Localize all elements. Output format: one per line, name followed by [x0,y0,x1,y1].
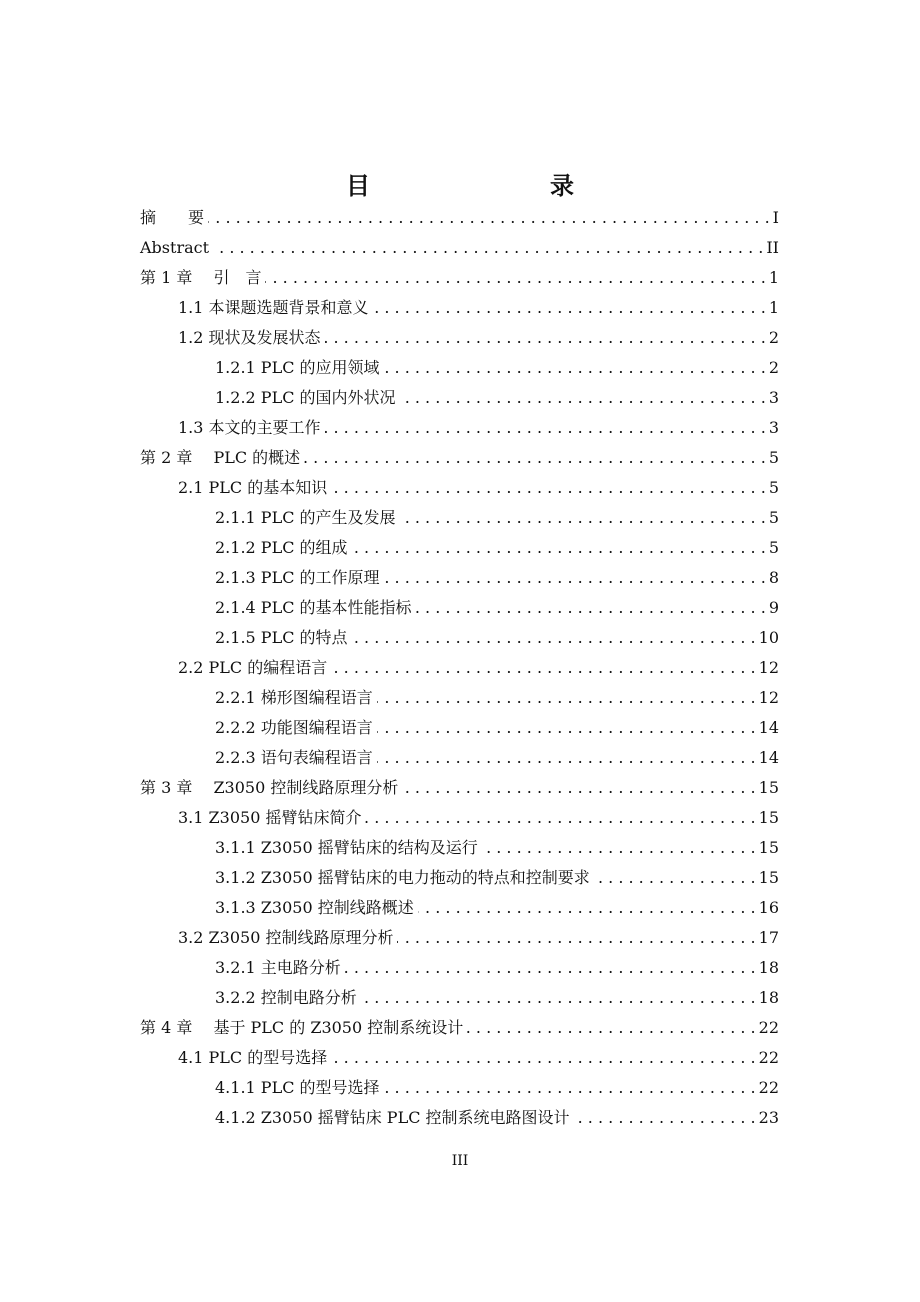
toc-entry-label: 3.2.2 控制电路分析 [215,988,357,1007]
toc-entry[interactable] [140,773,779,803]
toc-entry-page: 18 [758,958,779,977]
toc-entry-page: 22 [758,1048,779,1067]
toc-entry[interactable] [140,383,779,413]
toc-entry-page: 15 [758,838,779,857]
toc-entry[interactable] [140,503,779,533]
toc-entry[interactable] [140,653,779,683]
toc-entry-label: 第 3 章 Z3050 控制线路原理分析 [140,778,399,797]
toc-entry[interactable] [140,443,779,473]
toc-entry[interactable] [140,863,779,893]
toc-entry-page: 15 [758,868,779,887]
toc-entry-label: 2.1.1 PLC 的产生及发展 [215,508,396,527]
toc-entry-label: 摘 要 [140,208,205,227]
toc-entry[interactable] [140,293,779,323]
toc-entry[interactable] [140,743,779,773]
toc-entry-page: 1 [768,268,779,287]
dot-leader [397,923,755,953]
toc-entry[interactable] [140,413,779,443]
dot-leader [402,773,755,803]
toc-entry-page: 15 [758,778,779,797]
toc-entry-page: 5 [768,448,779,467]
toc-entry-page: 15 [758,808,779,827]
toc-entry-label: 3.2 Z3050 控制线路原理分析 [178,928,394,947]
toc-entry[interactable] [140,833,779,863]
toc-entry[interactable] [140,1013,779,1043]
toc-entry-page: I [772,208,779,227]
dot-leader [467,1013,755,1043]
toc-entry-label: 2.1.2 PLC 的组成 [215,538,348,557]
table-of-contents [140,203,779,1133]
toc-entry-label: 4.1 PLC 的型号选择 [178,1048,328,1067]
toc-entry-page: 12 [758,658,779,677]
dot-leader [594,863,756,893]
dot-leader [377,683,756,713]
toc-entry[interactable] [140,803,779,833]
toc-entry-page: 5 [768,508,779,527]
dot-leader [331,653,755,683]
toc-entry-label: 3.1.3 Z3050 控制线路概述 [215,898,414,917]
toc-entry[interactable] [140,953,779,983]
toc-entry[interactable] [140,533,779,563]
toc-entry[interactable] [140,623,779,653]
toc-entry[interactable] [140,923,779,953]
toc-entry-label: Abstract [140,238,210,257]
toc-entry[interactable] [140,263,779,293]
dot-leader [208,203,770,233]
dot-leader [325,323,766,353]
toc-entry-label: 2.2.1 梯形图编程语言 [215,688,373,707]
dot-leader [384,353,766,383]
dot-leader [400,503,766,533]
toc-entry[interactable] [140,563,779,593]
toc-entry[interactable] [140,1103,779,1133]
toc-entry-label: 2.2.2 功能图编程语言 [215,718,373,737]
dot-leader [352,533,766,563]
toc-entry-page: 3 [768,388,779,407]
dot-leader [373,293,766,323]
toc-entry-page: 14 [758,718,779,737]
toc-entry-label: 1.2 现状及发展状态 [178,328,321,347]
dot-leader [400,383,766,413]
dot-leader [482,833,756,863]
toc-entry-page: 1 [768,298,779,317]
dot-leader [213,233,763,263]
toc-entry[interactable] [140,323,779,353]
toc-entry-page: 22 [758,1078,779,1097]
toc-entry-label: 2.2.3 语句表编程语言 [215,748,373,767]
dot-leader [377,743,756,773]
toc-entry-label: 2.1.5 PLC 的特点 [215,628,348,647]
dot-leader [304,443,766,473]
dot-leader [384,1073,756,1103]
toc-entry-page: 8 [768,568,779,587]
toc-entry-page: II [766,238,779,257]
toc-entry-label: 4.1.2 Z3050 摇臂钻床 PLC 控制系统电路图设计 [215,1108,570,1127]
toc-entry-page: 22 [758,1018,779,1037]
toc-entry-page: 14 [758,748,779,767]
toc-entry[interactable] [140,593,779,623]
toc-entry-label: 第 2 章 PLC 的概述 [140,448,301,467]
toc-entry[interactable] [140,683,779,713]
toc-entry-label: 第 4 章 基于 PLC 的 Z3050 控制系统设计 [140,1018,464,1037]
dot-leader [416,593,766,623]
toc-entry[interactable] [140,203,779,233]
dot-leader [331,473,766,503]
toc-entry-label: 第 1 章 引 言 [140,268,262,287]
toc-entry-page: 16 [758,898,779,917]
toc-entry-page: 5 [768,538,779,557]
toc-entry-page: 23 [758,1108,779,1127]
toc-entry[interactable] [140,983,779,1013]
toc-entry[interactable] [140,233,779,263]
toc-entry-label: 3.1.2 Z3050 摇臂钻床的电力拖动的特点和控制要求 [215,868,590,887]
toc-entry-page: 18 [758,988,779,1007]
toc-entry-page: 2 [768,328,779,347]
dot-leader [365,803,755,833]
dot-leader [325,413,766,443]
toc-entry[interactable] [140,353,779,383]
dot-leader [418,893,756,923]
toc-entry-label: 2.1.3 PLC 的工作原理 [215,568,380,587]
toc-entry[interactable] [140,1043,779,1073]
dot-leader [361,983,756,1013]
dot-leader [384,563,766,593]
dot-leader [265,263,765,293]
toc-entry-label: 1.2.2 PLC 的国内外状况 [215,388,396,407]
toc-entry-label: 1.1 本课题选题背景和意义 [178,298,369,317]
toc-entry-label: 2.1.4 PLC 的基本性能指标 [215,598,412,617]
toc-entry-page: 9 [768,598,779,617]
toc-entry-page: 10 [758,628,779,647]
dot-leader [331,1043,755,1073]
toc-entry-label: 2.2 PLC 的编程语言 [178,658,328,677]
toc-entry-page: 5 [768,478,779,497]
dot-leader [352,623,756,653]
toc-entry-label: 3.1.1 Z3050 摇臂钻床的结构及运行 [215,838,478,857]
toc-entry-label: 4.1.1 PLC 的型号选择 [215,1078,380,1097]
toc-title: 目 录 [346,172,618,200]
toc-entry[interactable] [140,713,779,743]
dot-leader [574,1103,756,1133]
page-number: III [451,1153,469,1169]
toc-entry[interactable] [140,893,779,923]
toc-entry[interactable] [140,473,779,503]
toc-entry-label: 1.3 本文的主要工作 [178,418,321,437]
toc-entry-label: 3.2.1 主电路分析 [215,958,341,977]
toc-entry-page: 12 [758,688,779,707]
toc-entry-label: 3.1 Z3050 摇臂钻床简介 [178,808,362,827]
dot-leader [377,713,756,743]
toc-entry-page: 3 [768,418,779,437]
toc-entry-label: 1.2.1 PLC 的应用领域 [215,358,380,377]
toc-entry[interactable] [140,1073,779,1103]
dot-leader [345,953,756,983]
toc-entry-page: 17 [758,928,779,947]
toc-entry-label: 2.1 PLC 的基本知识 [178,478,328,497]
toc-entry-page: 2 [768,358,779,377]
